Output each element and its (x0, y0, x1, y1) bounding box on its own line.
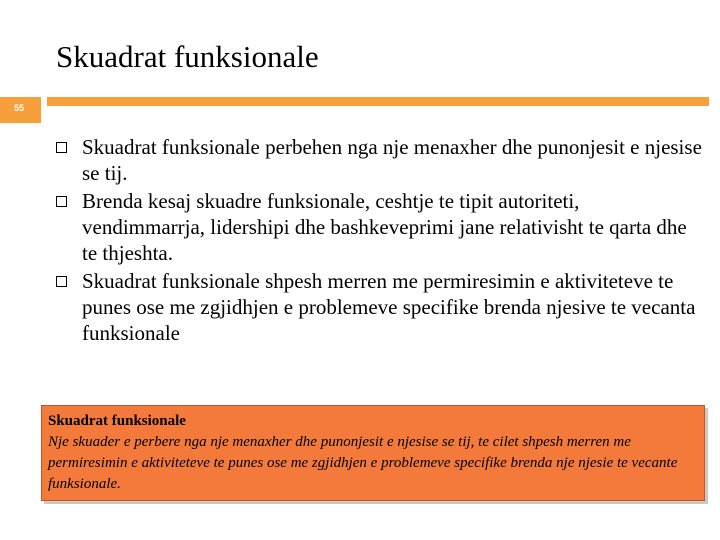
definition-title: Skuadrat funksionale (48, 413, 186, 429)
bullet-text: Skuadrat funksionale shpesh merren me permiresimin e aktiviteteve te punes ose me zgjidhjen e problemeve specifike brenda njesive te vecanta funksionale (82, 269, 696, 345)
bullet-item (56, 188, 706, 266)
page-title: Skuadrat funksionale (56, 39, 319, 74)
slide-number: 55 (13, 103, 24, 113)
definition-text: Nje skuader e perbere nga nje menaxher dhe punonjesit e njesise se tij, te cilet shpesh merren me permiresimin e aktiviteteve te punes ose me zgjidhjen e problemeve specifike brenda nje njesie te vecante funksionale. (48, 434, 678, 492)
square-bullet-icon (56, 196, 67, 207)
square-bullet-icon (56, 142, 67, 153)
square-bullet-icon (56, 276, 67, 287)
definition-box (41, 405, 705, 501)
bullet-item (56, 134, 706, 186)
bullet-item (56, 268, 706, 346)
bullet-text: Brenda kesaj skuadre funksionale, ceshtje te tipit autoriteti, vendimmarrja, lidershipi dhe bashkeveprimi jane relativisht te qarta dhe te thjeshta. (82, 189, 687, 265)
bullet-text: Skuadrat funksionale perbehen nga nje menaxher dhe punonjesit e njesise se tij. (82, 135, 702, 185)
bullet-list (56, 134, 706, 348)
header-accent-bar (47, 97, 709, 106)
